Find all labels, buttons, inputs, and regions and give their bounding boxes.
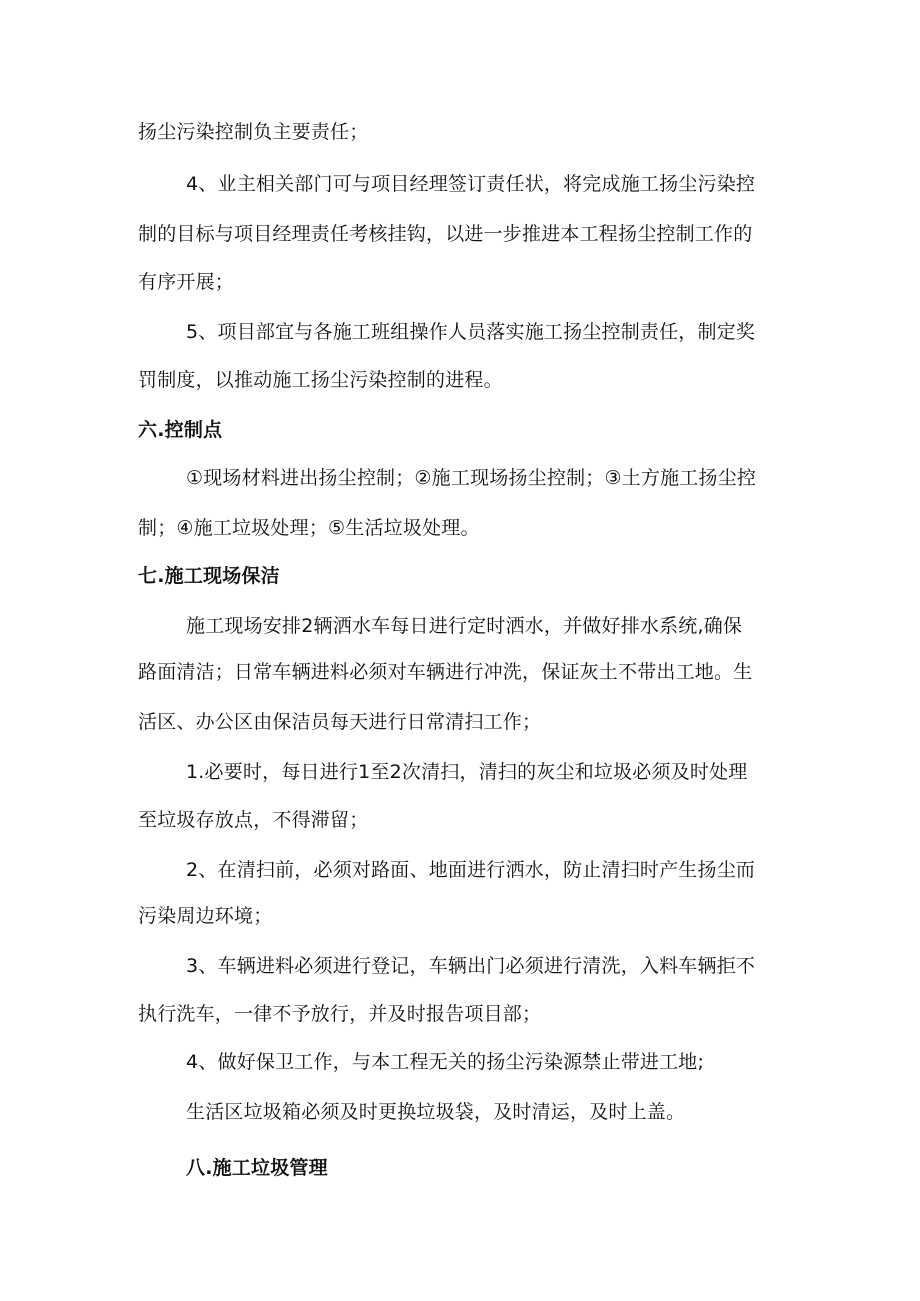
paragraph-line: 污染周边环境；: [138, 905, 273, 927]
section-heading: 七.施工现场保洁: [138, 565, 280, 587]
paragraph-line: 有序开展；: [138, 271, 235, 293]
paragraph-line: 生活区垃圾箱必须及时更换垃圾袋，及时清运，及时上盖。: [186, 1101, 686, 1123]
paragraph-line: 路面清洁；日常车辆进料必须对车辆进行冲洗，保证灰土不带出工地。生: [138, 661, 753, 683]
paragraph-line: 制的目标与项目经理责任考核挂钩，以进一步推进本工程扬尘控制工作的: [138, 223, 753, 245]
paragraph-line: 2、在清扫前，必须对路面、地面进行洒水，防止清扫时产生扬尘而: [186, 859, 756, 881]
paragraph-line: 至垃圾存放点，不得滞留；: [138, 809, 369, 831]
paragraph-line: 1.必要时，每日进行1至2次清扫，清扫的灰尘和垃圾必须及时处理: [186, 761, 748, 783]
paragraph-line: 5、项目部宜与各施工班组操作人员落实施工扬尘控制责任，制定奖: [186, 321, 756, 343]
section-heading: 八.施工垃圾管理: [186, 1157, 328, 1179]
section-heading: 六.控制点: [138, 419, 223, 441]
paragraph-line: 4、做好保卫工作，与本工程无关的扬尘污染源禁止带进工地;: [186, 1051, 705, 1073]
paragraph-line: 扬尘污染控制负主要责任；: [138, 121, 369, 143]
paragraph-line: 活区、办公区由保洁员每天进行日常清扫工作；: [138, 711, 542, 733]
paragraph-line: 执行洗车，一律不予放行，并及时报告项目部；: [138, 1003, 542, 1025]
paragraph-line: 4、业主相关部门可与项目经理签订责任状，将完成施工扬尘污染控: [186, 173, 756, 195]
paragraph-line: 罚制度，以推动施工扬尘污染控制的进程。: [138, 369, 503, 391]
paragraph-line: 3、车辆进料必须进行登记，车辆出门必须进行清洗，入料车辆拒不: [186, 955, 756, 977]
paragraph-line: ①现场材料进出扬尘控制；②施工现场扬尘控制；③土方施工扬尘控: [186, 467, 757, 489]
paragraph-line: 制；④施工垃圾处理；⑤生活垃圾处理。: [138, 517, 480, 539]
paragraph-line: 施工现场安排2辆洒水车每日进行定时洒水，并做好排水系统,确保: [186, 615, 743, 637]
